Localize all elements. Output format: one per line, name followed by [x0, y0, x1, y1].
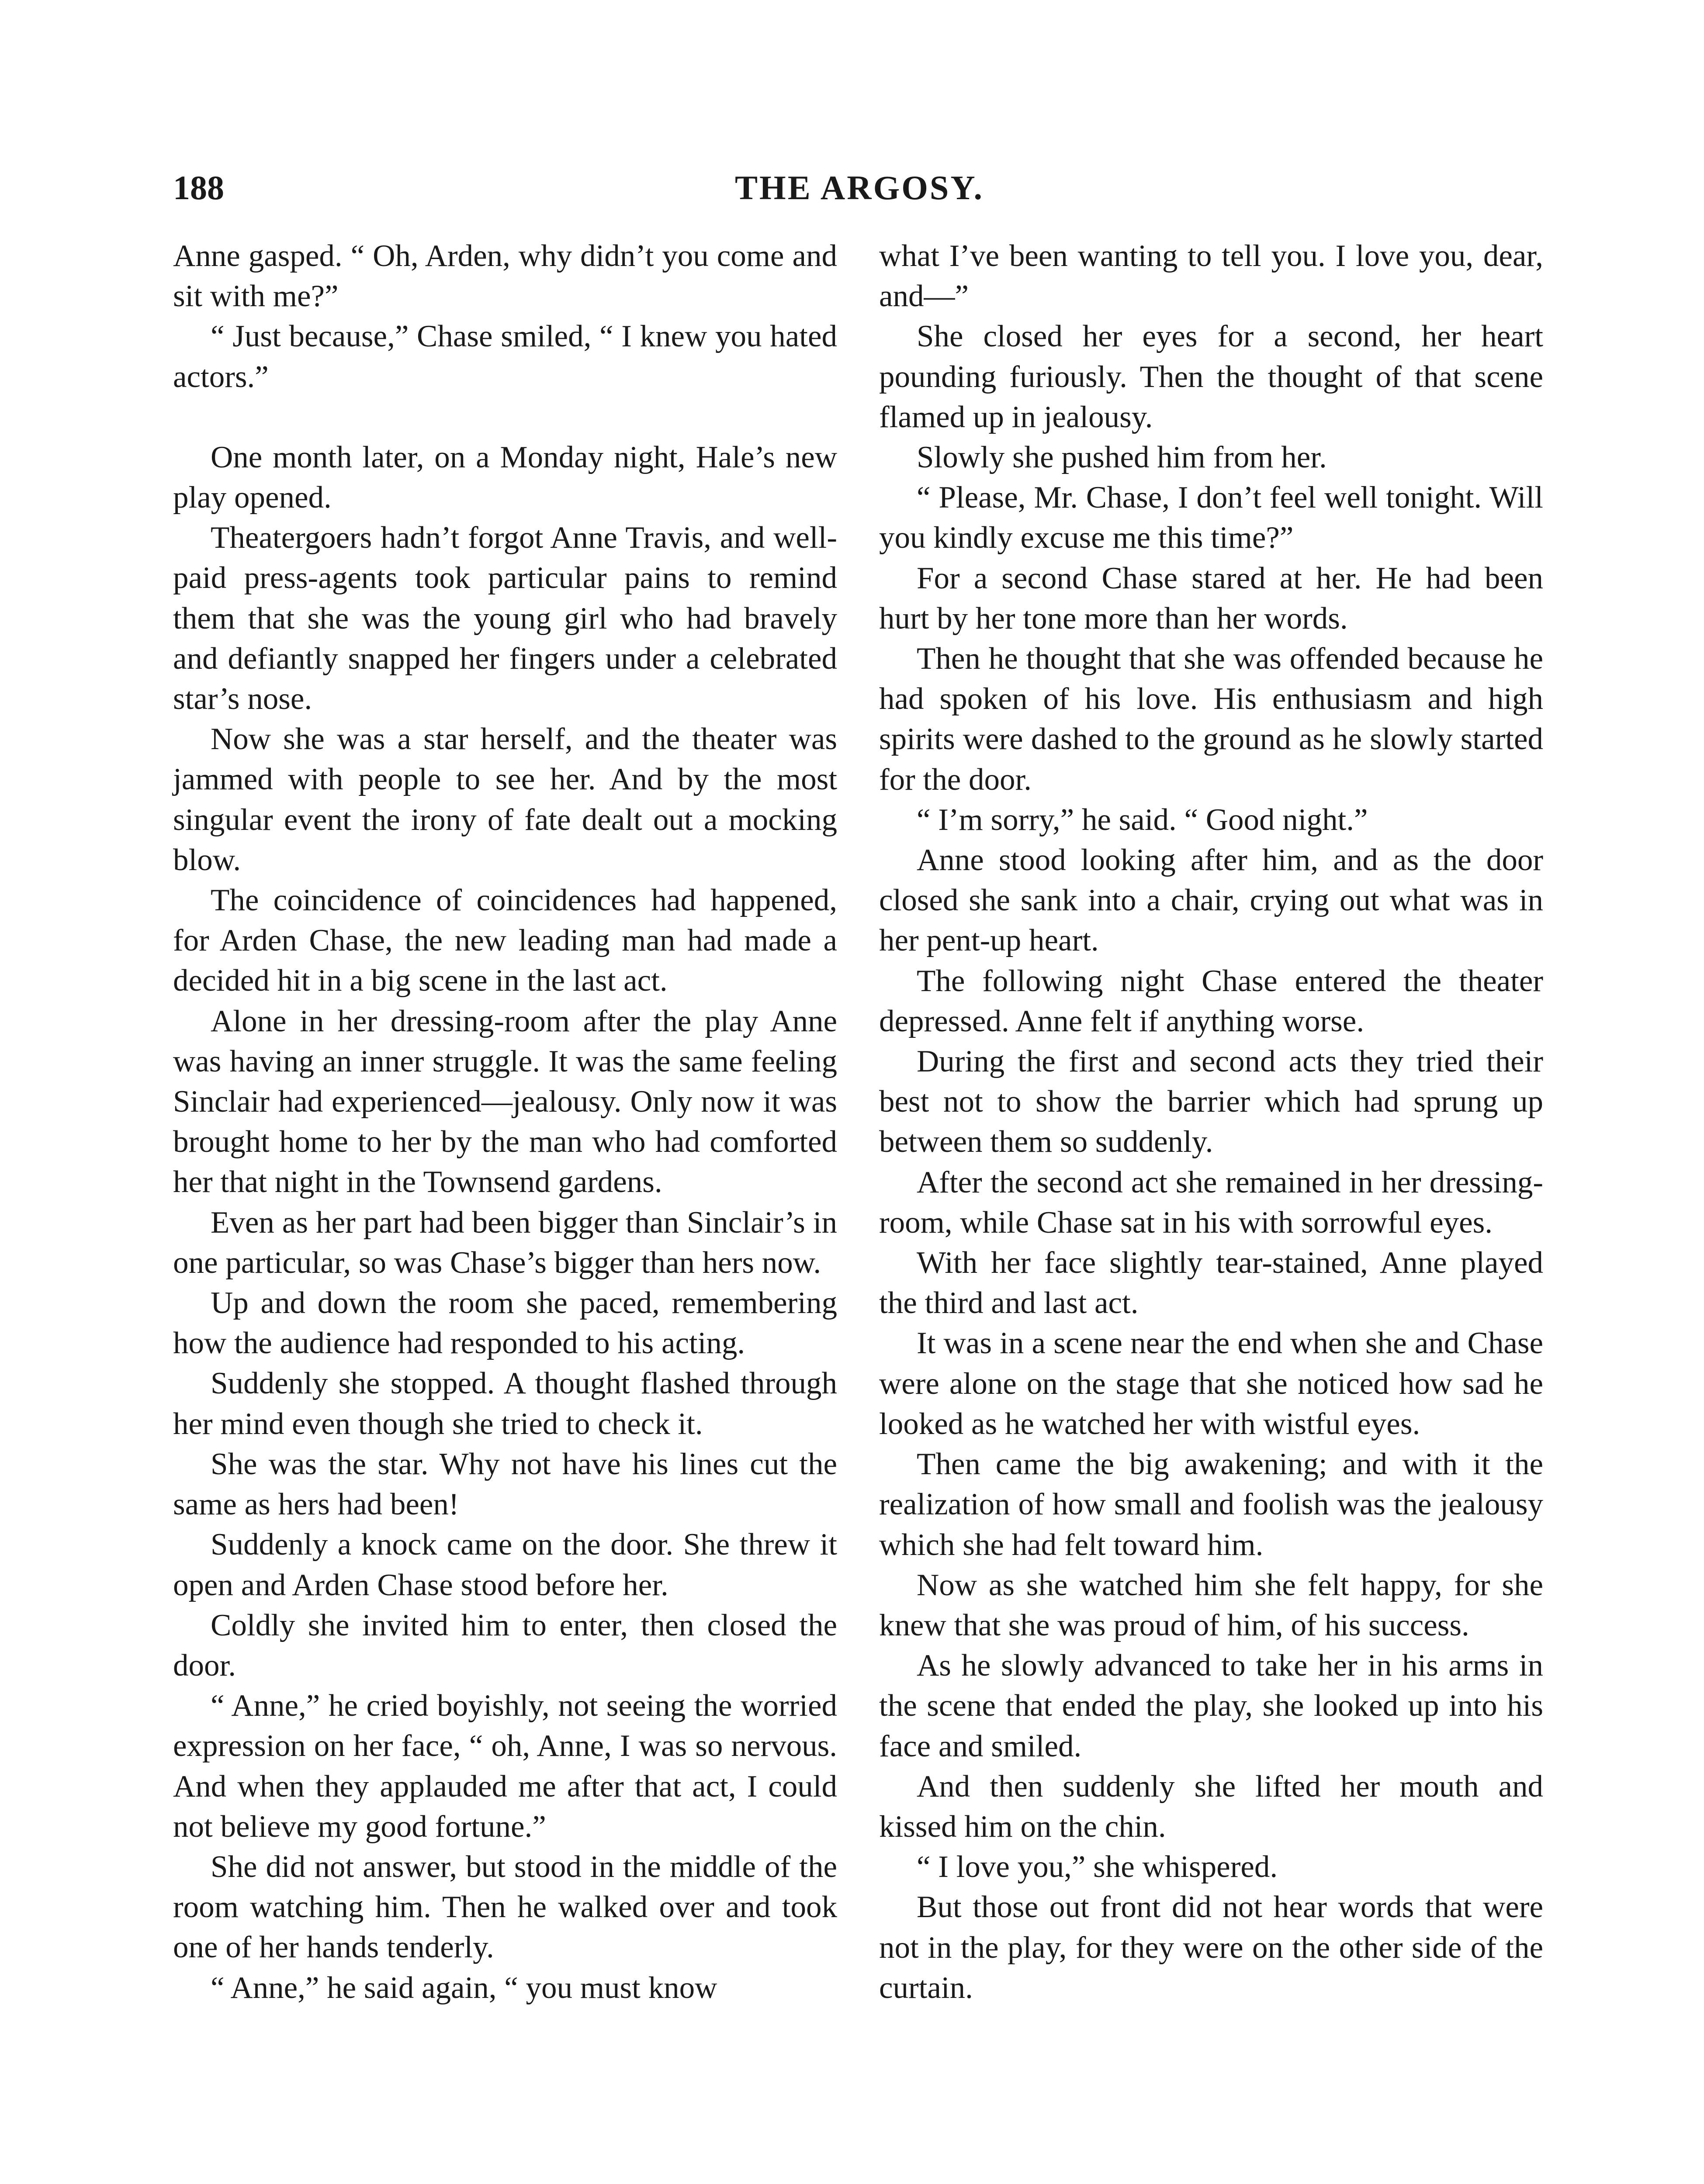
paragraph: “ I love you,” she whispered. [917, 1850, 1278, 1884]
paragraph: The following night Chase entered the theater depressed. Anne felt if anything worse. [879, 964, 1543, 1038]
paragraph: Alone in her dressing-room after the play Anne was having an inner struggle. It was the same feeling Sinclair had experienced—jealousy. Only now it was brought home to her by the man who had comforted her that night in the Townsend gardens. [173, 1004, 837, 1199]
right-column [879, 236, 1543, 2008]
paragraph: Anne stood looking after him, and as the door closed she sank into a chair, crying out what was in her pent-up heart. [879, 843, 1543, 958]
paragraph: One month later, on a Monday night, Hale’s new play opened. [173, 440, 837, 515]
paragraph: what I’ve been wanting to tell you. I love you, dear, and—” [879, 239, 1543, 314]
paragraph: During the first and second acts they tried their best not to show the barrier which had sprung up between them so suddenly. [879, 1044, 1543, 1159]
paragraph: Suddenly a knock came on the door. She threw it open and Arden Chase stood before her. [173, 1527, 837, 1602]
paragraph: “ Anne,” he said again, “ you must know [211, 1970, 717, 2005]
paragraph: “ Anne,” he cried boyishly, not seeing the worried expression on her face, “ oh, Anne, I was so nervous. And when they applauded me after that act, I could not believe my good fortune.” [173, 1689, 837, 1844]
paragraph: And then suddenly she lifted her mouth and kissed him on the chin. [879, 1769, 1543, 1844]
paragraph: After the second act she remained in her dressing-room, while Chase sat in his with sorrowful eyes. [879, 1165, 1543, 1240]
paragraph: “ I’m sorry,” he said. “ Good night.” [917, 802, 1368, 837]
page-number: 188 [173, 169, 224, 207]
paragraph: Now she was a star herself, and the theater was jammed with people to see her. And by the most singular event the irony of fate dealt out a mocking blow. [173, 722, 837, 877]
paragraph: “ Just because,” Chase smiled, “ I knew you hated actors.” [173, 319, 837, 394]
left-column [173, 236, 837, 2008]
paragraph: The coincidence of coincidences had happened, for Arden Chase, the new leading man had made a decided hit in a big scene in the last act. [173, 883, 837, 998]
paragraph: “ Please, Mr. Chase, I don’t feel well tonight. Will you kindly excuse me this time?” [879, 480, 1543, 555]
paragraph: She was the star. Why not have his lines cut the same as hers had been! [173, 1447, 837, 1522]
paragraph: She closed her eyes for a second, her heart pounding furiously. Then the thought of that scene flamed up in jealousy. [879, 319, 1543, 434]
paragraph: As he slowly advanced to take her in his arms in the scene that ended the play, she looked up into his face and smiled. [879, 1648, 1543, 1763]
paragraph: But those out front did not hear words that were not in the play, for they were on the other side of the curtain. [879, 1890, 1543, 2005]
paragraph: Now as she watched him she felt happy, for she knew that she was proud of him, of his success. [879, 1568, 1543, 1642]
paragraph: Coldly she invited him to enter, then closed the door. [173, 1608, 837, 1683]
paragraph: Slowly she pushed him from her. [917, 440, 1327, 475]
paragraph: Theatergoers hadn’t forgot Anne Travis, and well-paid press-agents took particular pains to remind them that she was the young girl who had bravely and defiantly snapped her fingers under a celebrated star’s nose. [173, 521, 837, 716]
paragraph: Suddenly she stopped. A thought flashed through her mind even though she tried to check it. [173, 1366, 837, 1441]
paragraph: With her face slightly tear-stained, Anne played the third and last act. [879, 1246, 1543, 1320]
paragraph: Up and down the room she paced, remembering how the audience had responded to his acting. [173, 1286, 837, 1361]
paragraph: For a second Chase stared at her. He had been hurt by her tone more than her words. [879, 561, 1543, 636]
paragraph: It was in a scene near the end when she and Chase were alone on the stage that she noticed how sad he looked as he watched her with wistful eyes. [879, 1326, 1543, 1441]
running-title: THE ARGOSY. [735, 169, 984, 207]
paragraph: She did not answer, but stood in the middle of the room watching him. Then he walked over and took one of her hands tenderly. [173, 1849, 837, 1965]
paragraph: Then came the big awakening; and with it the realization of how small and foolish was the jealousy which she had felt toward him. [879, 1447, 1543, 1562]
page-header [173, 162, 1546, 214]
paragraph: Even as her part had been bigger than Sinclair’s in one particular, so was Chase’s bigger than hers now. [173, 1205, 837, 1280]
paragraph: Then he thought that she was offended because he had spoken of his love. His enthusiasm and high spirits were dashed to the ground as he slowly started for the door. [879, 642, 1543, 797]
paragraph: Anne gasped. “ Oh, Arden, why didn’t you come and sit with me?” [173, 239, 837, 314]
